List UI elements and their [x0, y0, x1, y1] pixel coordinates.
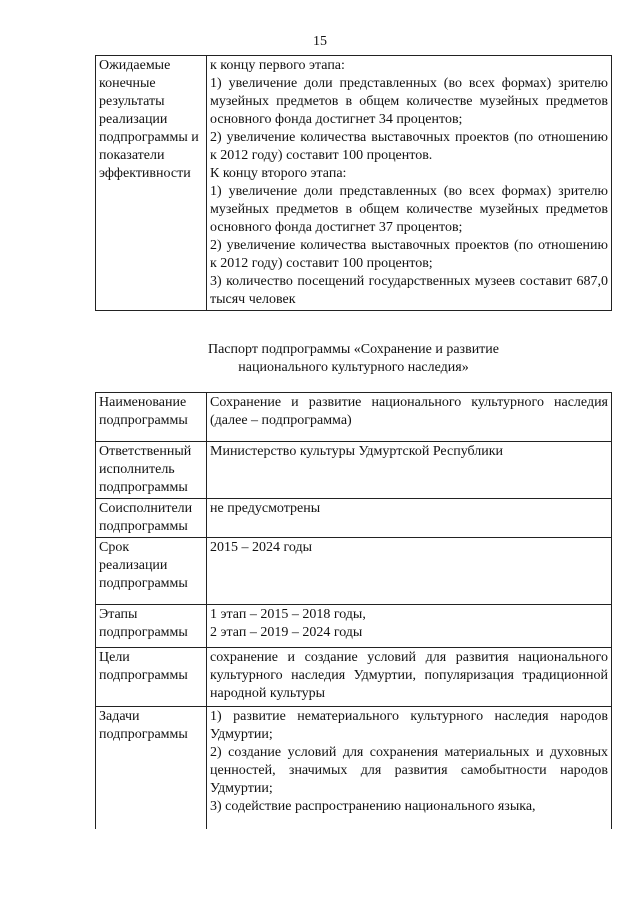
- content-line: 3) количество посещений государственных музеев составит 687,0 тысяч человек: [210, 274, 608, 307]
- label-line: результаты: [99, 94, 165, 109]
- content-line: 1 этап – 2015 – 2018 годы,: [210, 607, 366, 622]
- row-content: [207, 499, 612, 538]
- table-row: [96, 648, 612, 707]
- content-line: 2) увеличение количества выставочных проектов (по отношению к 2012 году) составит 100 процентов.: [210, 130, 608, 163]
- content-line: 2 этап – 2019 – 2024 годы: [210, 625, 363, 640]
- row-label: [96, 499, 207, 538]
- results-table: [95, 55, 612, 311]
- label-line: Срок: [99, 540, 130, 555]
- label-line: подпрограммы: [99, 576, 188, 591]
- label-line: реализации: [99, 558, 168, 573]
- row-label: [96, 393, 207, 442]
- row-label: [96, 648, 207, 707]
- label-line: подпрограммы: [99, 519, 188, 534]
- label-line: Соисполнители: [99, 501, 193, 516]
- row-content: [207, 538, 612, 605]
- row-content: [207, 648, 612, 707]
- page-number: 15: [313, 34, 327, 49]
- content-line: Министерство культуры Удмуртской Республики: [210, 444, 504, 459]
- label-line: исполнитель: [99, 462, 175, 477]
- content-line: 3) содействие распространению национального языка,: [210, 799, 536, 814]
- row-content: [207, 393, 612, 442]
- row-label: [96, 538, 207, 605]
- row-label: [96, 442, 207, 499]
- content-line: сохранение и создание условий для развития национального культурного наследия Удмуртии, популяризация традиционной народной культуры: [210, 650, 608, 701]
- table-row: [96, 605, 612, 648]
- label-line: подпрограммы: [99, 727, 188, 742]
- content-line: не предусмотрены: [210, 501, 321, 516]
- content-line: Сохранение и развитие национального культурного наследия (далее – подпрограмма): [210, 395, 608, 428]
- row-label: [96, 605, 207, 648]
- row-label: [96, 707, 207, 830]
- row-content: [207, 442, 612, 499]
- table-row: [96, 393, 612, 442]
- content-line: 1) развитие нематериального культурного наследия народов Удмуртии;: [210, 709, 608, 742]
- label-line: Задачи: [99, 709, 140, 724]
- results-content-cell: [207, 56, 612, 311]
- label-line: подпрограммы: [99, 668, 188, 683]
- content-line: 1) увеличение доли представленных (во всех формах) зрителю музейных предметов в общем количестве музейных предметов основного фонда достигнет 34 процентов;: [210, 76, 608, 127]
- content-line: 2) увеличение количества выставочных проектов (по отношению к 2012 году) составит 100 процентов;: [210, 238, 608, 271]
- content-line: К концу второго этапа:: [210, 166, 347, 181]
- label-line: Ожидаемые: [99, 58, 171, 73]
- table-row: [96, 499, 612, 538]
- label-line: показатели: [99, 148, 165, 163]
- label-line: Цели: [99, 650, 130, 665]
- row-content: [207, 707, 612, 830]
- table-row: [96, 538, 612, 605]
- label-line: подпрограммы: [99, 480, 188, 495]
- content-line: к концу первого этапа:: [210, 58, 345, 73]
- passport-table: [95, 392, 612, 829]
- label-line: Ответственный: [99, 444, 192, 459]
- content-line: 1) увеличение доли представленных (во всех формах) зрителю музейных предметов в общем количестве музейных предметов основного фонда достигнет 37 процентов;: [210, 184, 608, 235]
- content-line: 2015 – 2024 годы: [210, 540, 313, 555]
- table-row: [96, 707, 612, 830]
- label-line: подпрограммы: [99, 625, 188, 640]
- passport-title-line: Паспорт подпрограммы «Сохранение и развитие: [207, 342, 500, 357]
- label-line: эффективности: [99, 166, 191, 181]
- label-line: реализации: [99, 112, 168, 127]
- label-line: конечные: [99, 76, 156, 91]
- label-line: подпрограммы и: [99, 130, 199, 145]
- content-line: 2) создание условий для сохранения материальных и духовных ценностей, значимых для развития самобытности народов Удмуртии;: [210, 745, 608, 796]
- results-label-cell: [96, 56, 207, 311]
- passport-title-line: национального культурного наследия»: [238, 360, 469, 375]
- label-line: Наименование: [99, 395, 187, 410]
- label-line: подпрограммы: [99, 413, 188, 428]
- row-content: [207, 605, 612, 648]
- table-row: [96, 442, 612, 499]
- label-line: Этапы: [99, 607, 138, 622]
- passport-title: [95, 341, 612, 377]
